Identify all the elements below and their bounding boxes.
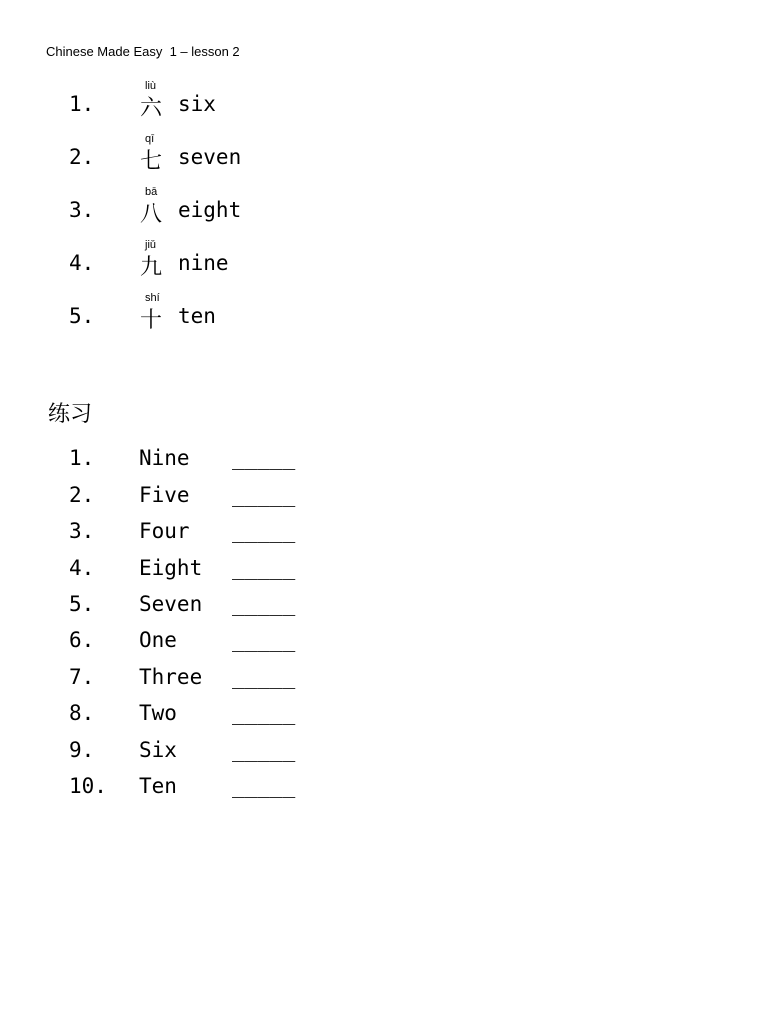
- answer-blank: _____: [232, 628, 296, 652]
- vocab-number: 2.: [69, 145, 95, 169]
- answer-blank: _____: [232, 774, 296, 798]
- exercise-item-1: [0, 446, 400, 476]
- exercise-word: Ten: [139, 774, 177, 798]
- vocab-character: 七: [140, 149, 163, 174]
- answer-blank: _____: [232, 592, 296, 616]
- vocab-item-4: [0, 239, 400, 289]
- answer-blank: _____: [232, 665, 296, 689]
- vocab-pinyin: liù: [145, 80, 157, 92]
- exercise-word: Seven: [139, 592, 203, 616]
- exercise-item-10: [0, 774, 400, 804]
- vocab-number: 4.: [69, 251, 95, 275]
- exercise-item-6: [0, 628, 400, 658]
- exercise-item-7: [0, 665, 400, 695]
- exercise-number: 8.: [69, 701, 95, 725]
- vocab-item-3: [0, 186, 400, 236]
- exercise-word: Three: [139, 665, 203, 689]
- exercise-word: Eight: [139, 556, 203, 580]
- exercise-number: 4.: [69, 556, 95, 580]
- vocab-character: 十: [140, 308, 163, 333]
- document-header: Chinese Made Easy 1 – lesson 2: [46, 44, 240, 59]
- vocab-pinyin: jiǔ: [145, 239, 157, 251]
- vocab-character: 九: [140, 255, 163, 280]
- exercise-number: 1.: [69, 446, 95, 470]
- exercise-number: 7.: [69, 665, 95, 689]
- vocab-number: 5.: [69, 304, 95, 328]
- answer-blank: _____: [232, 483, 296, 507]
- answer-blank: _____: [232, 446, 296, 470]
- exercise-word: Four: [139, 519, 190, 543]
- answer-blank: _____: [232, 738, 296, 762]
- exercise-item-8: [0, 701, 400, 731]
- exercise-number: 3.: [69, 519, 95, 543]
- vocab-item-5: [0, 292, 400, 342]
- exercise-word: Nine: [139, 446, 190, 470]
- vocab-pinyin: shí: [145, 292, 160, 304]
- exercise-number: 10.: [69, 774, 107, 798]
- exercise-word: One: [139, 628, 177, 652]
- exercise-number: 9.: [69, 738, 95, 762]
- vocab-number: 1.: [69, 92, 95, 116]
- exercise-item-5: [0, 592, 400, 622]
- exercise-word: Two: [139, 701, 177, 725]
- vocab-character: 八: [140, 202, 163, 227]
- answer-blank: _____: [232, 701, 296, 725]
- vocab-english: eight: [178, 198, 242, 222]
- exercise-item-3: [0, 519, 400, 549]
- vocab-item-2: [0, 133, 400, 183]
- vocab-item-1: [0, 80, 400, 130]
- exercise-item-4: [0, 556, 400, 586]
- vocab-english: ten: [178, 304, 216, 328]
- vocab-english: six: [178, 92, 216, 116]
- exercise-number: 5.: [69, 592, 95, 616]
- exercise-title: 练习: [48, 402, 93, 427]
- exercise-word: Six: [139, 738, 177, 762]
- exercise-item-9: [0, 738, 400, 768]
- vocab-character: 六: [140, 96, 163, 121]
- answer-blank: _____: [232, 519, 296, 543]
- answer-blank: _____: [232, 556, 296, 580]
- vocab-pinyin: qī: [145, 133, 155, 145]
- exercise-word: Five: [139, 483, 190, 507]
- exercise-number: 6.: [69, 628, 95, 652]
- vocab-pinyin: bā: [145, 186, 158, 198]
- exercise-number: 2.: [69, 483, 95, 507]
- vocab-number: 3.: [69, 198, 95, 222]
- vocab-english: seven: [178, 145, 242, 169]
- exercise-item-2: [0, 483, 400, 513]
- vocab-english: nine: [178, 251, 229, 275]
